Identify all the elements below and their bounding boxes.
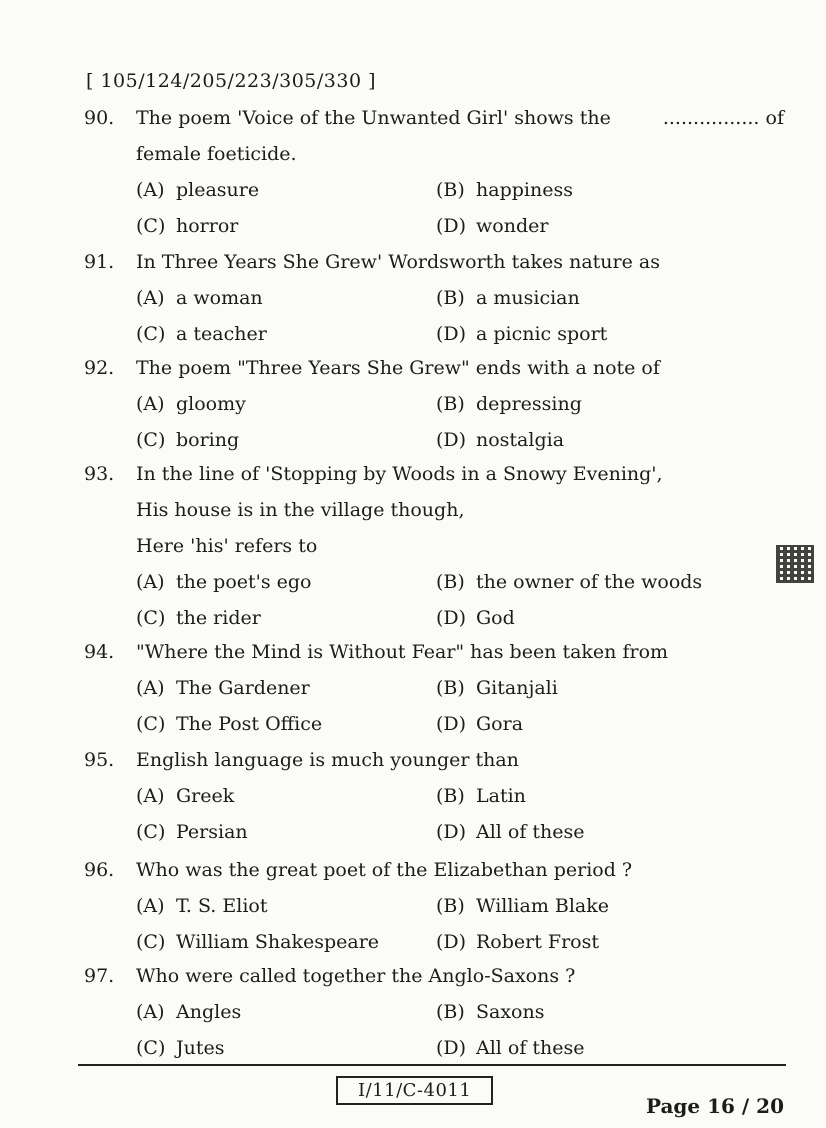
options [84, 994, 784, 1066]
question-text: In the line of 'Stopping by Woods in a Snowy Evening', [136, 463, 663, 485]
option-c[interactable]: (C) the rider [136, 607, 261, 629]
option-a[interactable]: (A) The Gardener [136, 677, 310, 699]
option-b[interactable]: (B) a musician [436, 287, 580, 309]
option-b[interactable]: (B) Gitanjali [436, 677, 558, 699]
booklet-code: I/11/C-4011 [336, 1076, 493, 1105]
question-number: 90. [84, 107, 115, 129]
page-number: Page 16 / 20 [645, 1094, 784, 1118]
option-a[interactable]: (A) T. S. Eliot [136, 895, 268, 917]
question-96 [84, 852, 784, 960]
option-d[interactable]: (D) Robert Frost [436, 931, 599, 953]
question-text: The poem 'Voice of the Unwanted Girl' shows the [136, 107, 611, 129]
question-text: English language is much younger than [136, 749, 519, 771]
qr-code [776, 545, 814, 583]
option-b[interactable]: (B) William Blake [436, 895, 610, 917]
option-d[interactable]: (D) Gora [436, 713, 524, 735]
question-number: 91. [84, 251, 115, 273]
paper-code: [ 105/124/205/223/305/330 ] [86, 70, 377, 92]
option-b[interactable]: (B) depressing [436, 393, 582, 415]
question-number: 96. [84, 859, 115, 881]
option-b[interactable]: (B) Latin [436, 785, 526, 807]
option-a[interactable]: (A) a woman [136, 287, 263, 309]
option-c[interactable]: (C) Jutes [136, 1037, 225, 1059]
question-number: 92. [84, 357, 115, 379]
question-number: 97. [84, 965, 115, 987]
question-93 [84, 456, 784, 636]
option-a[interactable]: (A) the poet's ego [136, 571, 312, 593]
option-d[interactable]: (D) wonder [436, 215, 549, 237]
fill-blank: ................ [662, 107, 760, 129]
footer-divider [78, 1064, 786, 1066]
question-90 [84, 100, 784, 244]
option-c[interactable]: (C) The Post Office [136, 713, 323, 735]
option-d[interactable]: (D) nostalgia [436, 429, 565, 451]
options [84, 386, 784, 458]
options [84, 564, 784, 636]
option-d[interactable]: (D) God [436, 607, 515, 629]
option-a[interactable]: (A) gloomy [136, 393, 246, 415]
question-97 [84, 958, 784, 1066]
options [84, 888, 784, 960]
option-d[interactable]: (D) All of these [436, 1037, 585, 1059]
question-text: In Three Years She Grew' Wordsworth takes nature as [136, 251, 660, 273]
question-95 [84, 742, 784, 850]
option-c[interactable]: (C) William Shakespeare [136, 931, 380, 953]
question-94 [84, 634, 784, 742]
option-c[interactable]: (C) a teacher [136, 323, 267, 345]
question-91 [84, 244, 784, 352]
question-number: 95. [84, 749, 115, 771]
options [84, 670, 784, 742]
option-c[interactable]: (C) Persian [136, 821, 248, 843]
options [84, 280, 784, 352]
question-text: female foeticide. [136, 143, 297, 165]
option-d[interactable]: (D) All of these [436, 821, 585, 843]
question-text: His house is in the village though, [136, 499, 465, 521]
option-a[interactable]: (A) Greek [136, 785, 235, 807]
option-a[interactable]: (A) Angles [136, 1001, 242, 1023]
option-d[interactable]: (D) a picnic sport [436, 323, 608, 345]
question-text: Who was the great poet of the Elizabethan period ? [136, 859, 633, 881]
option-c[interactable]: (C) horror [136, 215, 239, 237]
option-c[interactable]: (C) boring [136, 429, 240, 451]
question-92 [84, 350, 784, 458]
question-number: 94. [84, 641, 115, 663]
option-b[interactable]: (B) happiness [436, 179, 573, 201]
options [84, 172, 784, 244]
question-number: 93. [84, 463, 115, 485]
question-text: The poem "Three Years She Grew" ends with a note of [136, 357, 660, 379]
question-text: "Where the Mind is Without Fear" has been taken from [136, 641, 669, 663]
question-text: Here 'his' refers to [136, 535, 318, 557]
question-text-tail: of [765, 107, 784, 129]
options [84, 778, 784, 850]
option-a[interactable]: (A) pleasure [136, 179, 260, 201]
option-b[interactable]: (B) the owner of the woods [436, 571, 703, 593]
question-text: Who were called together the Anglo-Saxons ? [136, 965, 576, 987]
option-b[interactable]: (B) Saxons [436, 1001, 545, 1023]
